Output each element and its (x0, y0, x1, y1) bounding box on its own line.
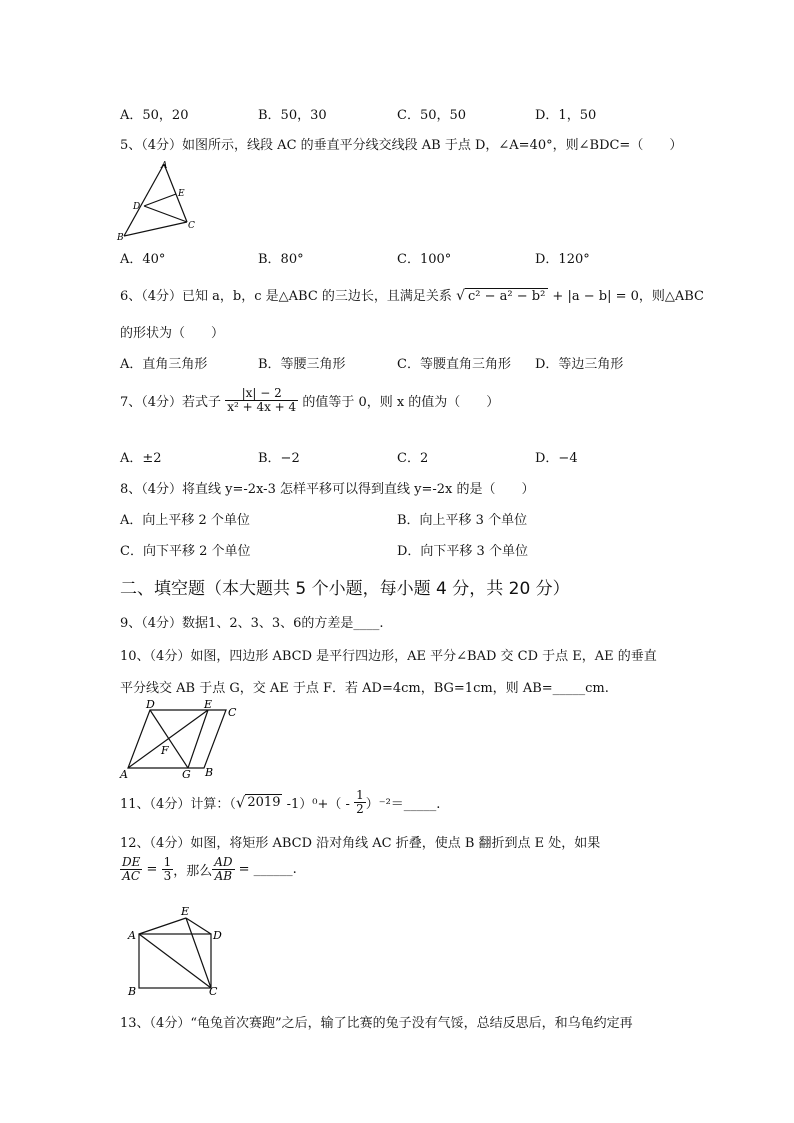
q5-option-a: A．40° (120, 252, 166, 267)
q13-stem: 13、（4分）“龟兔首次赛跑”之后，输了比赛的兔子没有气馁，总结反思后，和乌龟约定再 (120, 1016, 633, 1031)
q6-option-c: C．等腰直角三角形 (397, 357, 511, 372)
q10-label-c: C (228, 706, 237, 719)
q11-stem: 11、（4分）计算：（√ 2019 -1）⁰+（ - $\frac{1}{2}$ ）⁻²＝_____. (120, 788, 441, 817)
q5-label-c: C (188, 221, 195, 231)
q10-label-d: D (146, 698, 155, 711)
q5-option-c: C．100° (397, 252, 452, 267)
q10-figure (116, 698, 246, 782)
q11-sqrt-body: 2019 (247, 795, 281, 811)
q12-label-e: E (181, 905, 190, 918)
q7-option-c: C．2 (397, 451, 429, 466)
q6-option-d: D．等边三角形 (535, 357, 624, 372)
q10-label-f: F (161, 744, 169, 757)
q8-option-d: D．向下平移 3 个单位 (397, 544, 528, 559)
q12-label-d: D (213, 929, 222, 942)
q7-option-d: D．−4 (535, 451, 578, 466)
q4-option-a: A．50，20 (120, 108, 189, 123)
q5-label-a: A (161, 161, 168, 171)
q7-stem: 7、（4分）若式子 $\frac{|x| - 2}{\text{x² + 4x + 4}}$ 的值等于 0，则 x 的值为（ ） (120, 386, 500, 415)
q6-abs-part: + |a − b| = 0 (548, 289, 639, 304)
q9-stem: 9、（4分）数据1、2、3、3、6的方差是____. (120, 616, 384, 631)
q7-option-b: B．−2 (258, 451, 300, 466)
q5-figure (114, 158, 204, 242)
section-heading-fill-in: 二、填空题（本大题共 5 个小题，每小题 4 分，共 20 分） (120, 579, 570, 599)
q12-figure (124, 904, 228, 998)
q10-label-e: E (204, 698, 213, 711)
q7-fraction: $\frac{|x| - 2}{\text{x² + 4x + 4}}$ (227, 386, 297, 415)
q6-stem-line2: 的形状为（ ） (120, 326, 225, 341)
q8-stem: 8、（4分）将直线 y=-2x-3 怎样平移可以得到直线 y=-2x 的是（ ） (120, 482, 535, 497)
q10-stem-line1: 10、（4分）如图，四边形 ABCD 是平行四边形，AE 平分∠BAD 交 CD 于点 E，AE 的垂直 (120, 649, 657, 664)
q12-fraction-ad-ab: $\frac{AD}{AB}$ (214, 855, 233, 884)
q5-option-b: B．80° (258, 252, 304, 267)
q12-label-a: A (128, 929, 136, 942)
q12-label-b: B (128, 985, 137, 998)
q5-option-d: D．120° (535, 252, 590, 267)
q5-label-b: B (117, 233, 124, 242)
q5-label-e: E (178, 189, 185, 199)
q8-option-b: B．向上平移 3 个单位 (397, 513, 528, 528)
q8-option-c: C．向下平移 2 个单位 (120, 544, 251, 559)
q7-option-a: A．±2 (120, 451, 162, 466)
q6-sqrt-body: c² − a² − b² (465, 288, 548, 304)
q12-label-c: C (209, 985, 218, 998)
q12-fraction-one-third: $\frac{1}{3}$ (163, 855, 172, 884)
q4-option-b: B．50，30 (258, 108, 327, 123)
q10-stem-line2: 平分线交 AB 于点 G，交 AE 于点 F．若 AD=4cm，BG=1cm，则 AB=_____cm. (120, 681, 609, 696)
q5-label-d: D (133, 202, 141, 212)
q6-stem: 6、（4分）已知 a，b，c 是△ABC 的三边长，且满足关系 √ c² − a² − b² + |a − b| = 0，则△ABC (120, 288, 705, 304)
q6-option-a: A．直角三角形 (120, 357, 208, 372)
q10-label-a: A (120, 768, 128, 781)
q5-stem: 5、（4分）如图所示，线段 AC 的垂直平分线交线段 AB 于点 D，∠A=40°，则∠BDC=（ ） (120, 138, 683, 153)
q12-stem-line2: $\frac{DE}{AC}$ = $\frac{1}{3}$ ，那么 $\frac{AD}{AB}$ = ______. (122, 855, 297, 884)
q4-option-d: D．1，50 (535, 108, 597, 123)
q6-option-b: B．等腰三角形 (258, 357, 346, 372)
q8-option-a: A．向上平移 2 个单位 (120, 513, 250, 528)
q12-stem-line1: 12、（4分）如图，将矩形 ABCD 沿对角线 AC 折叠，使点 B 翻折到点 E 处，如果 (120, 836, 601, 851)
q12-fraction-de-ac: $\frac{DE}{AC}$ (122, 855, 141, 884)
q4-option-c: C．50，50 (397, 108, 467, 123)
q10-label-b: B (205, 766, 214, 779)
q11-fraction: $\frac{1}{2}$ (356, 788, 364, 817)
q10-label-g: G (182, 768, 191, 781)
